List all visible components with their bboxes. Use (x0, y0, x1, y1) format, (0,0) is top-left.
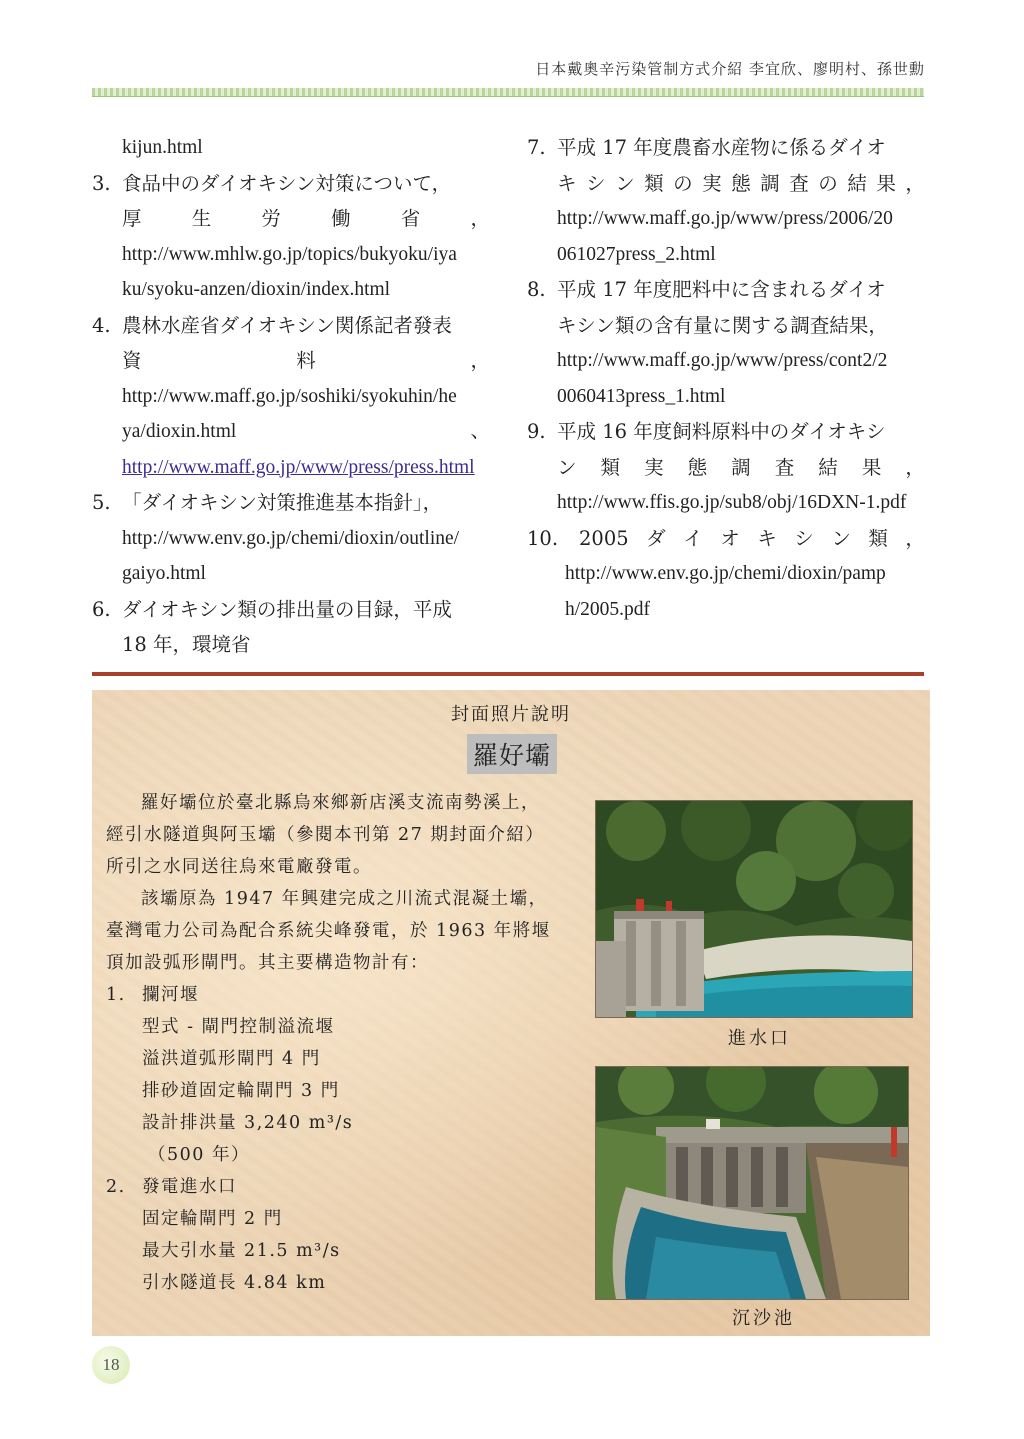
maff-press-link[interactable]: http://www.maff.go.jp/www/press/press.html (122, 456, 475, 478)
page-number: 18 (92, 1346, 130, 1384)
reference-6: 6. ダイオキシン類の排出量の目録，平成 18 年，環境省 (92, 597, 452, 656)
cover-title: 羅好壩 (467, 734, 557, 774)
reference-4-spread-line: 資 料 ， (122, 349, 490, 372)
reference-10-spread-line: 2005 ダ イ オ キ シ ン 類 ， (579, 526, 925, 550)
structure-item-2: 2. 發電進水口 (106, 1177, 237, 1197)
intake-photo (595, 800, 913, 1018)
cover-photo-box (92, 690, 930, 1336)
cover-heading: 封面照片說明 (451, 704, 571, 725)
reference-3-spread-line: 厚 生 労 働 省 ， (122, 207, 490, 230)
reference-5: 5. 「ダイオキシン対策推進基本指針」， http://www.env.go.jp/chemi/dioxin/outline/ gaiyo.html (92, 491, 460, 584)
cover-description (106, 787, 596, 1299)
reference-4: 4. 農林水産省ダイオキシン関係記者發表 資 料 ， http://www.maff.go.jp/soshiki/syokuhin/he ya/dioxin.html 、 http://www.maff.go.jp/www/press/press.html (92, 308, 490, 486)
header-rule (92, 88, 924, 97)
intake-photo-caption: 進水口 (728, 1028, 791, 1049)
sedimentation-basin-photo (595, 1066, 909, 1300)
reference-7-spread-line: キ シ ン 類 の 実 態 調 査 の 結 果 ， (557, 171, 925, 195)
reference-9: 9. 平成 16 年度飼料原料中のダイオキシ ン 類 実 態 調 査 結 果 ， http://www.ffis.go.jp/sub8/obj/16DXN-1.pdf (527, 420, 925, 513)
section-divider (92, 672, 924, 676)
reference-2-url-tail: kijun.html (122, 137, 203, 158)
references-left-column (92, 130, 490, 663)
reference-9-spread-line: ン 類 実 態 調 査 結 果 ， (557, 455, 925, 479)
cover-paragraph-2: 該壩原為 1947 年興建完成之川流式混凝土壩， 臺灣電力公司為配合系統尖峰發電，於 1963 年將堰 頂加設弧形閘門。其主要構造物計有： (106, 889, 551, 973)
reference-7: 7. 平成 17 年度農畜水産物に係るダイオ キ シ ン 類 の 実 態 調 査 の 結 果 ， http://www.maff.go.jp/www/press/2006/20 061027press_2.html (527, 136, 925, 265)
structure-item-1-details: 型式 - 閘門控制溢流堰 溢洪道弧形閘門 4 門 排砂道固定輪閘門 3 門 設計排洪量 3,240 m³/s （500 年） (142, 1017, 354, 1165)
structure-item-1: 1. 攔河堰 (106, 985, 199, 1005)
cover-paragraph-1: 羅好壩位於臺北縣烏來鄉新店溪支流南勢溪上， 經引水隧道與阿玉壩（參閱本刊第 27 期封面介紹） 所引之水同送往烏來電廠發電。 (106, 793, 545, 877)
reference-8: 8. 平成 17 年度肥料中に含まれるダイオ キシン類の含有量に関する調査結果， http://www.maff.go.jp/www/press/cont2/2 0060413press_1.html (527, 278, 888, 407)
running-header: 日本戴奧辛污染管制方式介紹 李宜欣、廖明村、孫世勳 (535, 60, 925, 78)
sedimentation-basin-caption: 沉沙池 (732, 1308, 795, 1329)
references-right-column (527, 130, 925, 627)
reference-10: 10. 2005 ダ イ オ キ シ ン 類 ， http://www.env.go.jp/chemi/dioxin/pamp h/2005.pdf (527, 521, 925, 628)
reference-3: 3. 食品中のダイオキシン対策について， 厚 生 労 働 省 ， http://www.mhlw.go.jp/topics/bukyoku/iya ku/syoku-anzen/dioxin/index.html (92, 171, 490, 300)
structure-item-2-details: 固定輪閘門 2 門 最大引水量 21.5 m³/s 引水隧道長 4.84 km (142, 1209, 341, 1293)
